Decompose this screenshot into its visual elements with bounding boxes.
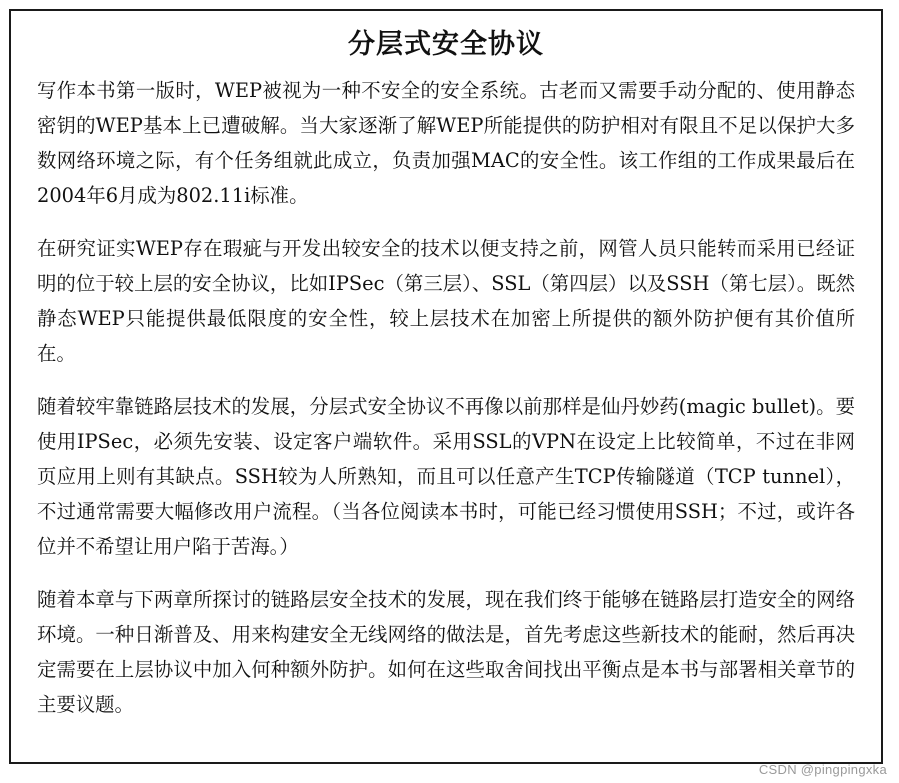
section-title: 分层式安全协议 [348,29,544,60]
sidebar-box [9,9,883,764]
paragraph-1: 写作本书第一版时，WEP被视为一种不安全的安全系统。古老而又需要手动分配的、使用静态密钥的WEP基本上已遭破解。当大家逐渐了解WEP所能提供的防护相对有限且不足以保护大多数网络环境之际，有个任务组就此成立，负责加强MAC的安全性。该工作组的工作成果最后在2004年6月成为802.11i标准。 [37,79,855,207]
paragraph-4: 随着本章与下两章所探讨的链路层安全技术的发展，现在我们终于能够在链路层打造安全的网络环境。一种日渐普及、用来构建安全无线网络的做法是，首先考虑这些新技术的能耐，然后再决定需要在上层协议中加入何种额外防护。如何在这些取舍间找出平衡点是本书与部署相关章节的主要议题。 [37,588,855,716]
paragraph-3: 随着较牢靠链路层技术的发展，分层式安全协议不再像以前那样是仙丹妙药(magic bullet)。要使用IPSec，必须先安装、设定客户端软件。采用SSL的VPN在设定上比较简单，不过在非网页应用上则有其缺点。SSH较为人所熟知，而且可以任意产生TCP传输隧道（TCP tunnel），不过通常需要大幅修改用户流程。（当各位阅读本书时，可能已经习惯使用SSH；不过，或许各位并不希望让用户陷于苦海。） [37,395,855,558]
paragraph-2: 在研究证实WEP存在瑕疵与开发出较安全的技术以便支持之前，网管人员只能转而采用已经证明的位于较上层的安全协议，比如IPSec（第三层）、SSL（第四层）以及SSH（第七层）。既然静态WEP只能提供最低限度的安全性，较上层技术在加密上所提供的额外防护便有其价值所在。 [37,237,855,365]
csdn-watermark: CSDN @pingpingxka [758,762,887,777]
